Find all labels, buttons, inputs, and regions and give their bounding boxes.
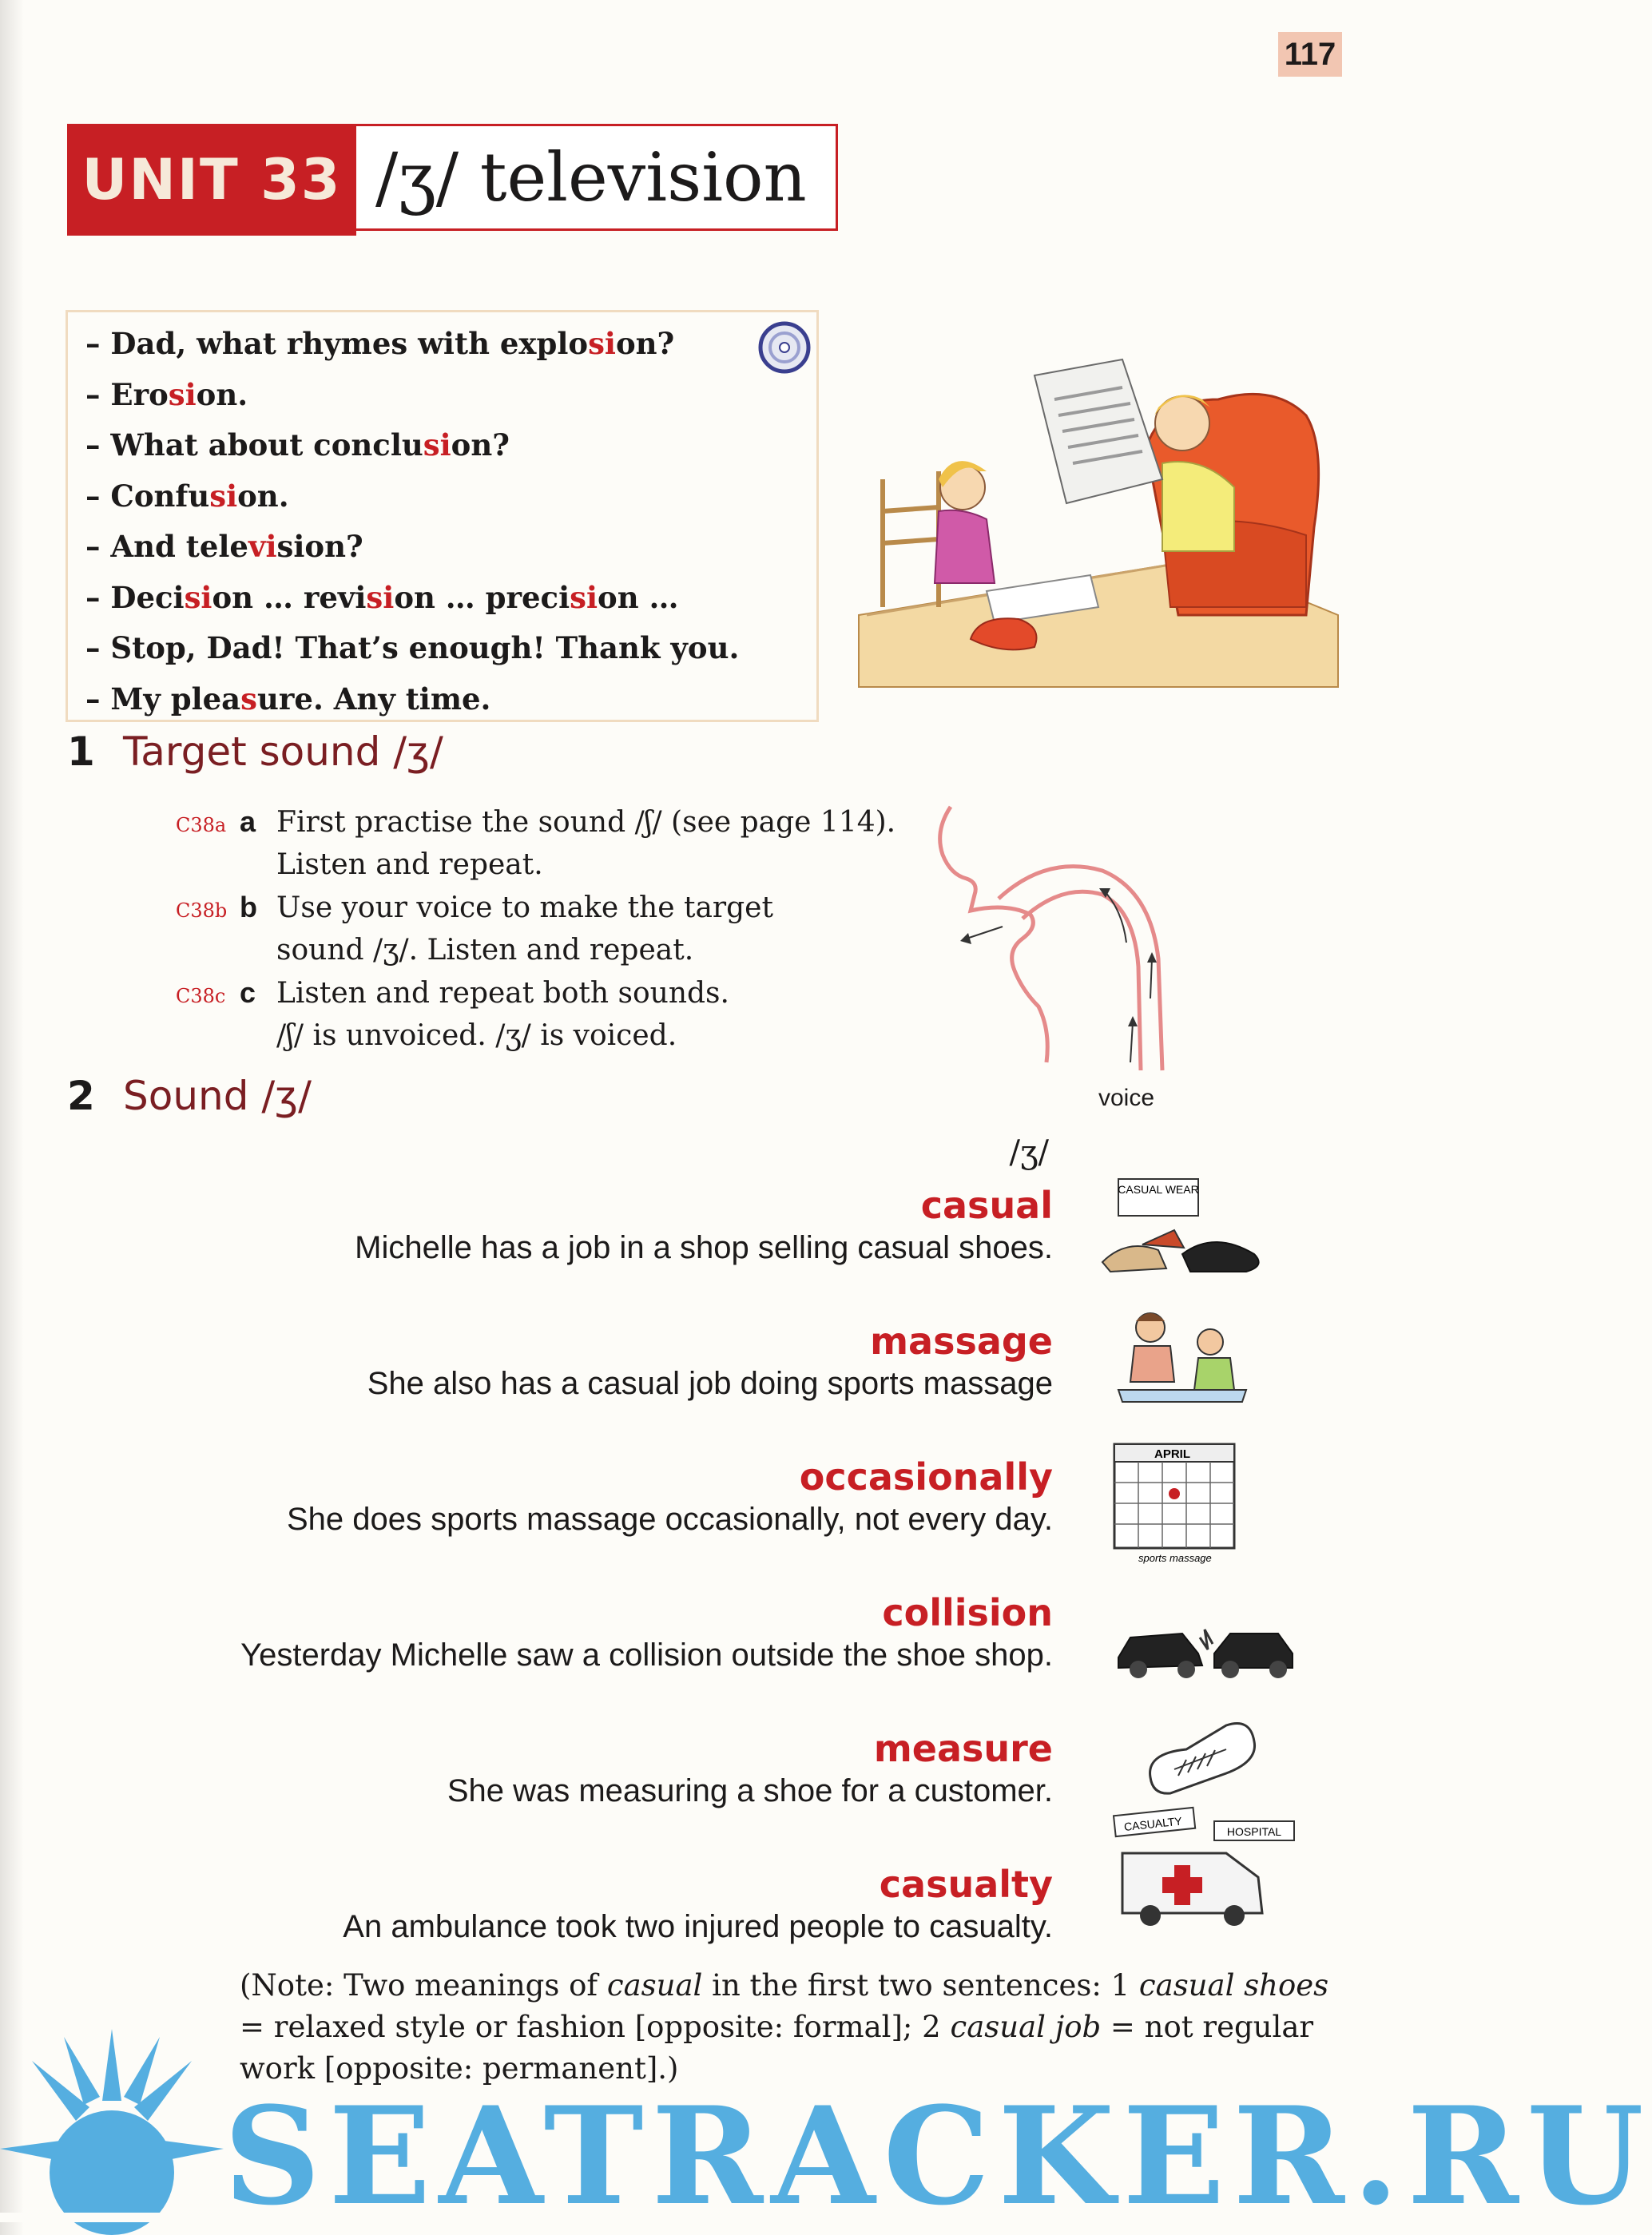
dialogue-text: – My plea	[85, 681, 241, 717]
dialogue-text: – Stop, Dad! That’s enough! Thank you.	[85, 630, 740, 665]
dialogue-line	[85, 471, 816, 522]
dialogue-box	[66, 310, 819, 722]
task-b-line-2	[276, 929, 693, 971]
section-2-heading: Sound /ʒ/	[123, 1073, 312, 1119]
task-text-line: First practise the sound /ʃ/ (see page 114).	[276, 806, 896, 839]
dialogue-text: on?	[615, 326, 675, 361]
word-item-measure	[0, 1727, 1053, 1809]
target-word: occasionally	[799, 1455, 1053, 1499]
task-text-line: /ʃ/ is unvoiced. /ʒ/ is voiced.	[276, 1019, 677, 1052]
word-item-occasionally	[0, 1455, 1053, 1538]
sun-logo-icon	[0, 2013, 224, 2235]
page-number: 117	[1278, 32, 1342, 77]
section-1-heading: Target sound /ʒ/	[123, 728, 443, 775]
section-1-title	[67, 728, 443, 775]
dialogue-text: on … revi	[212, 579, 367, 615]
highlighted-letters: si	[366, 579, 395, 615]
target-word: casual	[920, 1184, 1053, 1227]
target-word: collision	[882, 1591, 1053, 1634]
highlighted-letters: s	[240, 681, 258, 717]
task-a-line-2	[276, 844, 543, 886]
section-2-title	[67, 1073, 312, 1119]
massage-picture	[1102, 1302, 1262, 1422]
note-paragraph	[240, 1965, 1342, 2090]
dialogue-text: – Dad, what rhymes with explo	[85, 326, 589, 361]
highlighted-letters: vi	[248, 529, 277, 564]
note-text: = relaxed style or fashion [opposite: formal]; 2	[240, 2010, 951, 2044]
example-sentence: Yesterday Michelle saw a collision outside the shoe shop.	[240, 1638, 1053, 1673]
dialogue-line	[85, 319, 816, 370]
task-c	[176, 972, 729, 1014]
highlighted-letters: si	[423, 427, 451, 462]
task-letter: a	[240, 805, 256, 838]
dialogue-text: – Ero	[85, 376, 169, 412]
note-text: = not regular work [opposite: permanent].)	[240, 2010, 1314, 2086]
highlighted-letters: si	[168, 376, 197, 412]
voice-diagram	[919, 799, 1222, 1086]
unit-header	[67, 124, 838, 236]
dialogue-line	[85, 522, 816, 573]
dialogue-line	[85, 623, 816, 674]
dialogue-text: ure. Any time.	[257, 681, 491, 717]
note-text: (Note: Two meanings of	[240, 1968, 607, 2003]
unit-label: UNIT 33	[67, 124, 356, 236]
highlighted-letters: si	[588, 326, 616, 361]
unit-title: /ʒ/ television	[356, 124, 838, 231]
dialogue-text: – Confu	[85, 478, 210, 514]
voice-label: voice	[1098, 1085, 1155, 1111]
dialogue-text: on.	[196, 376, 248, 412]
ambulance-picture	[1106, 1805, 1306, 1933]
task-c-line-2	[276, 1014, 677, 1057]
shoes-picture	[1094, 1174, 1278, 1278]
highlighted-letters: si	[209, 478, 238, 514]
word-item-massage	[0, 1320, 1053, 1402]
track-id: C38c	[176, 985, 226, 1007]
example-sentence: She does sports massage occasionally, not every day.	[286, 1502, 1053, 1537]
task-a	[176, 801, 895, 844]
task-letter: c	[240, 976, 256, 1009]
dialogue-text: – Deci	[85, 579, 185, 615]
highlighted-letters: si	[184, 579, 212, 615]
dialogue-text: on …	[598, 579, 679, 615]
example-sentence: She also has a casual job doing sports massage	[367, 1366, 1053, 1401]
dialogue-text: on?	[451, 427, 510, 462]
dialogue-line	[85, 674, 816, 725]
task-text-line: sound /ʒ/. Listen and repeat.	[276, 934, 694, 967]
dialogue-line	[85, 573, 816, 624]
note-italic-casual-job: casual job	[950, 2010, 1102, 2044]
dialogue-text: sion?	[276, 529, 363, 564]
note-text: in the first two sentences: 1	[702, 1968, 1139, 2003]
hospital-sign: HOSPITAL	[1226, 1825, 1282, 1838]
example-sentence: She was measuring a shoe for a customer.	[447, 1773, 1053, 1808]
dad-and-daughter-illustration	[859, 351, 1338, 687]
track-id: C38b	[176, 899, 228, 922]
target-word: massage	[870, 1320, 1053, 1363]
task-b	[176, 887, 773, 929]
shoe-measure-picture	[1138, 1705, 1266, 1801]
dialogue-line	[85, 370, 816, 421]
phoneme-header: /ʒ/	[1009, 1134, 1049, 1171]
dialogue-text: – What about conclu	[85, 427, 423, 462]
dialogue-text: – And tele	[85, 529, 248, 564]
section-2-number: 2	[67, 1073, 95, 1119]
calendar-month: APRIL	[1154, 1447, 1190, 1461]
task-text-line: Listen and repeat both sounds.	[276, 977, 729, 1010]
task-text-line: Listen and repeat.	[276, 848, 543, 881]
target-word: measure	[873, 1727, 1053, 1770]
track-id: C38a	[176, 814, 227, 836]
calendar-note: sports massage	[1138, 1552, 1212, 1564]
dialogue-line	[85, 420, 816, 471]
note-italic-casual-shoes: casual shoes	[1138, 1968, 1329, 2003]
highlighted-letters: si	[570, 579, 598, 615]
casualty-sign: CASUALTY	[1123, 1814, 1183, 1833]
calendar-picture	[1106, 1438, 1266, 1570]
dialogue-text: on … preci	[394, 579, 570, 615]
example-sentence: An ambulance took two injured people to casualty.	[343, 1909, 1053, 1944]
audio-cd-icon	[757, 320, 812, 375]
section-1-number: 1	[67, 728, 95, 775]
word-item-casual	[0, 1184, 1053, 1266]
casual-wear-sign: CASUAL WEAR	[1118, 1183, 1199, 1196]
target-word: casualty	[879, 1863, 1053, 1906]
example-sentence: Michelle has a job in a shop selling casual shoes.	[355, 1230, 1053, 1265]
task-text-line: Use your voice to make the target	[276, 891, 773, 924]
dialogue-text: on.	[237, 478, 289, 514]
watermark-text: SEATRACKER.RU	[224, 2077, 1652, 2235]
word-item-casualty	[0, 1863, 1053, 1945]
car-collision-picture	[1110, 1606, 1302, 1685]
word-item-collision	[0, 1591, 1053, 1673]
task-letter: b	[240, 891, 257, 923]
note-italic-casual: casual	[606, 1968, 703, 2003]
